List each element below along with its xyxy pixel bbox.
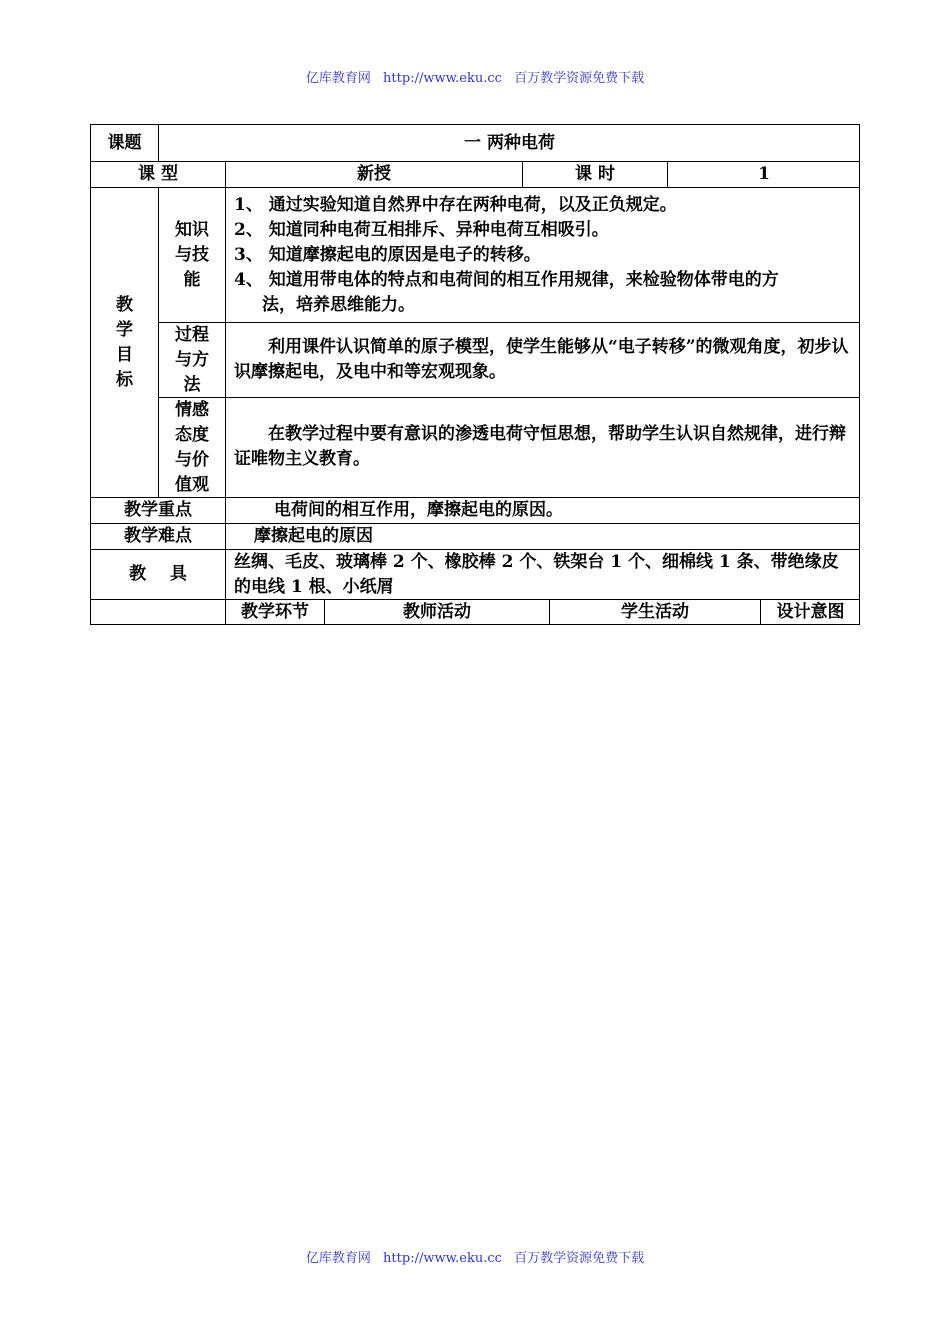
process-paragraph: 利用课件认识简单的原子模型，使学生能够从“电子转移”的微观角度，初步认识摩擦起电，及电中和等宏观现象。: [234, 337, 849, 382]
footer-slogan: 百万教学资源免费下载: [514, 1251, 645, 1266]
footer-url[interactable]: http://www.eku.cc: [383, 1251, 502, 1266]
tools-value: [225, 549, 860, 599]
knowledge-item: 1、 通过实验知道自然界中存在两种电荷，以及正负规定。: [234, 194, 677, 215]
process-label: [158, 322, 225, 397]
knowledge-items: [225, 187, 860, 322]
topic-value: 一 两种电荷: [158, 124, 860, 161]
goals-label: [90, 187, 158, 497]
knowledge-label-line: 与技: [175, 244, 209, 265]
emotion-paragraph: 在教学过程中要有意识的渗透电荷守恒思想，帮助学生认识自然规律，进行辩证唯物主义教育。: [234, 424, 846, 469]
knowledge-label-line: 知识: [175, 219, 209, 240]
process-text: [225, 322, 860, 397]
tools-text: 丝绸、毛皮、玻璃棒 2 个、橡胶棒 2 个、铁架台 1 个、细棉线 1 条、带绝缘皮的电线 1 根、小纸屑: [234, 552, 839, 597]
knowledge-item: 2、 知道同种电荷互相排斥、异种电荷互相吸引。: [234, 219, 609, 240]
goals-label-char: 目: [116, 344, 133, 365]
emotion-label-line: 情感: [175, 399, 209, 420]
process-label-line: 过程: [175, 324, 209, 345]
header-url[interactable]: http://www.eku.cc: [383, 71, 502, 86]
knowledge-item: 3、 知道摩擦起电的原因是电子的转移。: [234, 244, 541, 265]
process-label-line: 法: [183, 374, 201, 395]
emotion-text: [225, 397, 860, 497]
key-value: 电荷间的相互作用，摩擦起电的原因。: [225, 497, 860, 523]
goals-label-char: 学: [116, 319, 133, 340]
page-footer: [0, 1247, 950, 1266]
header-slogan: 百万教学资源免费下载: [514, 71, 645, 86]
emotion-label: [158, 397, 225, 497]
emotion-label-line: 值观: [175, 474, 209, 495]
column-header: 学生活动: [549, 599, 760, 625]
tools-label: 教 具: [90, 549, 225, 599]
difficulty-label: 教学难点: [90, 523, 225, 549]
emotion-label-line: 态度: [175, 424, 209, 445]
knowledge-label: [158, 187, 225, 322]
key-label: 教学重点: [90, 497, 225, 523]
page-header: [0, 67, 950, 86]
column-header: 教学环节: [225, 599, 324, 625]
knowledge-item: 法，培养思维能力。: [262, 294, 415, 315]
footer-site: 亿库教育网: [305, 1251, 371, 1266]
column-header-empty: [90, 599, 225, 625]
hours-label: 课 时: [522, 161, 667, 187]
process-label-line: 与方: [175, 349, 209, 370]
type-label: 课 型: [90, 161, 225, 187]
topic-label: 课题: [90, 124, 158, 161]
emotion-label-line: 与价: [175, 449, 209, 470]
goals-label-char: 教: [116, 294, 133, 315]
difficulty-value: 摩擦起电的原因: [225, 523, 860, 549]
hours-value: 1: [667, 161, 860, 187]
knowledge-item: 4、 知道用带电体的特点和电荷间的相互作用规律，来检验物体带电的方: [234, 269, 779, 290]
column-header: 教师活动: [324, 599, 549, 625]
column-header: 设计意图: [760, 599, 860, 625]
knowledge-label-line: 能: [183, 269, 201, 290]
goals-label-char: 标: [116, 369, 133, 390]
type-value: 新授: [225, 161, 522, 187]
header-site: 亿库教育网: [305, 71, 371, 86]
